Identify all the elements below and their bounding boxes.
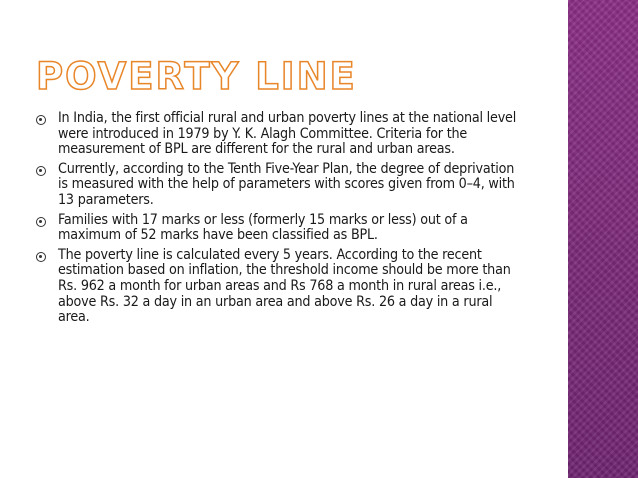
bullet-text: Families with 17 marks or less (formerly 15 marks or less) out of a maximum of 52 marks have been classified as BPL. — [58, 211, 468, 244]
bullet-text: Currently, according to the Tenth Five-Year Plan, the degree of deprivation is measured with the help of parameters with scores given from 0–4, with 13 parameters. — [58, 160, 515, 208]
slide-title: POVERTY LINE — [36, 55, 357, 98]
bullet-item — [36, 162, 526, 209]
bullet-circle-icon — [36, 252, 46, 262]
bullet-text: In India, the first official rural and urban poverty lines at the national level were introduced in 1979 by Y. K. Alagh Committee. Criteria for the measurement of BPL are different for the rural and urban areas. — [58, 110, 517, 158]
bullet-item — [36, 248, 526, 326]
bullet-item — [36, 213, 526, 244]
decorative-side-band — [568, 0, 638, 478]
bullet-circle-icon — [36, 115, 46, 125]
bullet-circle-icon — [36, 166, 46, 176]
bullet-list — [36, 111, 526, 330]
bullet-circle-icon — [36, 217, 46, 227]
bullet-item — [36, 111, 526, 158]
bullet-text: The poverty line is calculated every 5 years. According to the recent estimation based on inflation, the threshold income should be more than Rs. 962 a month for urban areas and Rs 768 a month in rural areas i.e., above Rs. 32 a day in an urban area and above Rs. 26 a day in a rural area. — [58, 246, 511, 326]
